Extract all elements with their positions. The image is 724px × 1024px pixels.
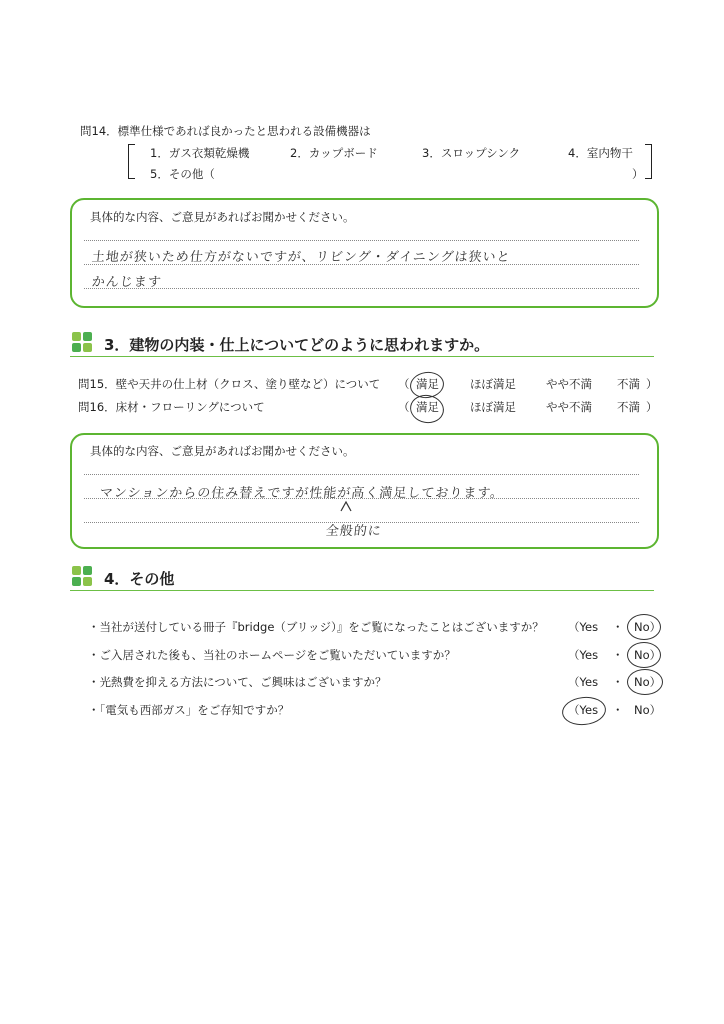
other-question-1: ・当社が送付している冊子『bridge（ブリッジ）』をご覧になったことはございますか？: [88, 620, 544, 634]
comment-box-1-line-3: [84, 288, 639, 289]
q16-selection-circle: [408, 392, 446, 425]
comment-box-2-label: 具体的な内容、ご意見があればお聞かせください。: [90, 444, 355, 458]
comment-box-1-handwriting-2: かんじます: [91, 275, 163, 290]
comment-box-2-handwriting-1: マンションからの住み替えですが性能が高く満足しております。: [99, 486, 505, 501]
q16-choice-mostly-satisfied[interactable]: ほぼ満足: [470, 400, 516, 414]
other-question-2-yes[interactable]: （Yes: [568, 648, 599, 662]
other-question-1-no[interactable]: No）: [634, 620, 662, 634]
q14-title: 問14．標準仕様であれば良かったと思われる設備機器は: [80, 124, 371, 138]
q15-choice-dissatisfied[interactable]: 不満: [617, 377, 640, 391]
q14-right-bracket: [645, 144, 652, 179]
other-question-4-yes-circle: [561, 695, 608, 727]
q14-option-5[interactable]: 5．その他（: [150, 167, 215, 181]
comment-box-1-handwriting-1: 土地が狭いため仕方がないですが、リビング・ダイニングは狭いと: [91, 250, 512, 265]
other-question-3: ・光熱費を抑える方法について、ご興味はございますか？: [88, 675, 387, 689]
clover-icon: [72, 566, 94, 588]
clover-icon: [72, 332, 94, 354]
other-question-3-no-circle: [627, 669, 663, 695]
q14-option-5-close: ）: [632, 167, 644, 181]
comment-box-2-line-1: [84, 474, 639, 475]
q16-open: （: [398, 400, 410, 414]
q16-choice-somewhat-dissatisfied[interactable]: やや不満: [546, 400, 592, 414]
q15-choice-somewhat-dissatisfied[interactable]: やや不満: [546, 377, 592, 391]
q14-option-4[interactable]: 4．室内物干: [568, 146, 633, 160]
other-question-4-separator: ・: [612, 703, 624, 717]
other-question-3-separator: ・: [612, 675, 624, 689]
q15-choice-satisfied[interactable]: 満足: [416, 377, 439, 391]
other-question-4-yes[interactable]: （Yes: [568, 703, 599, 717]
q16-title: 問16．床材・フローリングについて: [78, 400, 265, 414]
other-question-2: ・ご入居された後も、当社のホームページをご覧いただいていますか？: [88, 648, 456, 662]
section-3-title: 3．建物の内装・仕上についてどのように思われますか。: [104, 336, 490, 354]
q16-close: ）: [646, 400, 658, 414]
q14-option-3[interactable]: 3．スロップシンク: [422, 146, 521, 160]
comment-box-2-handwriting-2: 全般的に: [325, 524, 383, 539]
q15-choice-mostly-satisfied[interactable]: ほぼ満足: [470, 377, 516, 391]
other-question-4: ・「電気も西部ガス」をご存知ですか？: [88, 703, 290, 717]
other-question-2-separator: ・: [612, 648, 624, 662]
q15-close: ）: [646, 377, 658, 391]
other-question-3-yes[interactable]: （Yes: [568, 675, 599, 689]
comment-box-1-line-1: [84, 240, 639, 241]
section-4-title: 4．その他: [104, 570, 175, 588]
insert-caret-icon: [340, 500, 352, 512]
q16-choice-satisfied[interactable]: 満足: [416, 400, 439, 414]
section-4-underline: [70, 590, 654, 591]
other-question-1-separator: ・: [612, 620, 624, 634]
other-question-1-yes[interactable]: （Yes: [568, 620, 599, 634]
section-3-underline: [70, 356, 654, 357]
other-question-4-no[interactable]: No）: [634, 703, 662, 717]
other-question-1-no-circle: [627, 614, 661, 640]
q14-option-2[interactable]: 2．カップボード: [290, 146, 378, 160]
other-question-3-no[interactable]: No）: [634, 675, 662, 689]
q15-title: 問15．壁や天井の仕上材（クロス、塗り壁など）について: [78, 377, 381, 391]
comment-box-1-label: 具体的な内容、ご意見があればお聞かせください。: [90, 210, 355, 224]
q15-open: （: [398, 377, 410, 391]
other-question-2-no[interactable]: No）: [634, 648, 662, 662]
other-question-2-no-circle: [627, 642, 661, 668]
q14-option-1[interactable]: 1．ガス衣類乾燥機: [150, 146, 250, 160]
q14-left-bracket: [128, 144, 135, 179]
q16-choice-dissatisfied[interactable]: 不満: [617, 400, 640, 414]
